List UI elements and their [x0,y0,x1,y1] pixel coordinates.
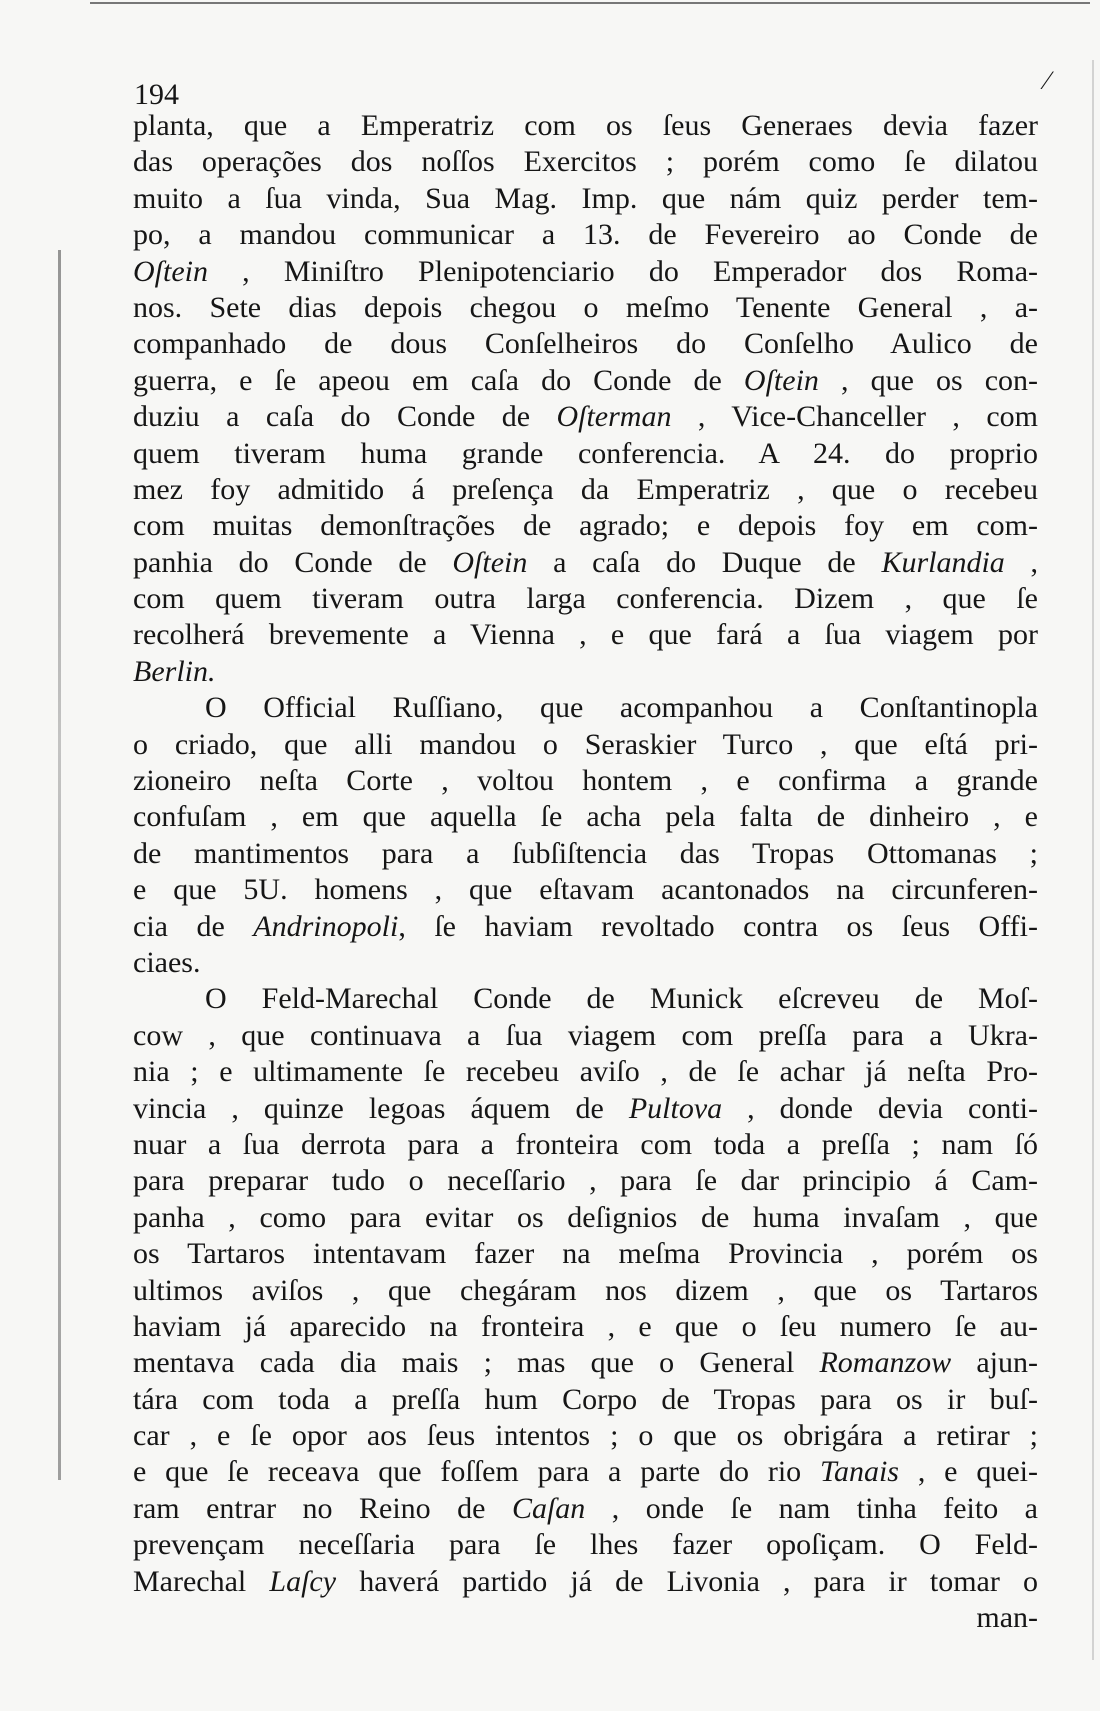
text-segment: po, a mandou communicar a 13. de Fevereiro ao Conde de [133,218,1038,252]
catchword: man- [976,1601,1038,1635]
text-line [133,872,1038,908]
text-segment: planta, que a Emperatriz com os ſeus Generaes devia fazer [133,109,1038,142]
text-line [133,108,1038,144]
italic-name: Tanais [820,1455,899,1489]
text-line [133,799,1038,835]
text-segment: ultimos aviſos , que chegáram nos dizem , que os Tartaros [133,1273,1038,1307]
text-line [133,1273,1038,1309]
corner-mark: ⁄ [1045,66,1050,95]
text-line [133,945,1038,981]
text-segment: , donde devia conti- [722,1091,1038,1125]
page-number: 194 [134,78,179,111]
text-segment: , onde ſe nam tinha feito a [585,1491,1038,1525]
text-segment: nos. Sete dias depois chegou o meſmo Tenente General , a- [133,290,1038,324]
text-segment: com quem tiveram outra larga conferencia. Dizem , que ſe [133,582,1038,616]
text-line [133,1200,1038,1236]
text-line [133,1018,1038,1054]
text-segment: tára com toda a preſſa hum Corpo de Tropas para os ir buſ- [133,1382,1038,1416]
text-segment: companhado de dous Conſelheiros do Conſelho Aulico de [133,327,1038,361]
text-line [133,1163,1038,1199]
text-segment: os Tartaros intentavam fazer na meſma Provincia , porém os [133,1237,1038,1271]
text-segment: ram entrar no Reino de [133,1491,512,1525]
text-line [133,1454,1038,1490]
text-segment: , e quei- [898,1455,1038,1489]
text-line [133,654,1038,690]
text-segment: para preparar tudo o neceſſario , para ſe dar principio á Cam- [133,1164,1038,1198]
italic-name: Oſterman [556,400,672,434]
text-segment: quem tiveram huma grande conferencia. A 24. do proprio [133,436,1038,470]
text-line [133,1236,1038,1272]
text-segment: nia ; e ultimamente ſe recebeu aviſo , de ſe achar já neſta Pro- [133,1055,1038,1089]
text-line [133,1527,1038,1563]
text-segment: ajun- [951,1346,1038,1380]
text-segment: prevençam neceſſaria para ſe lhes fazer opoſiçam. O Feld- [133,1528,1038,1562]
text-line [133,1127,1038,1163]
text-line [133,508,1038,544]
text-segment: vincia , quinze legoas áquem de [133,1091,629,1125]
text-segment: haverá partido já de Livonia , para ir tomar o [336,1564,1038,1598]
text-line [133,217,1038,253]
text-line [133,617,1038,653]
text-segment: com muitas demonſtrações de agrado; e depois foy em com- [133,509,1038,543]
text-line [133,1564,1038,1600]
text-segment: muito a ſua vinda, Sua Mag. Imp. que nám quiz perder tem- [133,181,1038,215]
text-line [133,1345,1038,1381]
text-line [133,1091,1038,1127]
text-segment: mez foy admitido á preſença da Emperatriz , que o recebeu [133,472,1038,506]
italic-name: Pultova [628,1091,723,1125]
text-line [133,836,1038,872]
italic-name: Kurlandia [881,545,1005,579]
text-segment: panhia do Conde de [133,545,453,579]
scan-top-edge [90,2,1090,4]
italic-name: Berlin. [133,654,216,688]
italic-name: Oſtein [743,363,819,397]
text-line [133,181,1038,217]
scan-right-edge [1092,60,1094,1660]
text-line [133,1382,1038,1418]
text-line [133,254,1038,290]
text-segment: O Feld-Marechal Conde de Munick eſcreveu de Moſ- [205,982,1038,1016]
text-segment: haviam já aparecido na fronteira , e que o ſeu numero ſe au- [133,1309,1038,1343]
text-segment: cia de [133,909,254,943]
text-line [133,690,1038,726]
text-segment: de mantimentos para a ſubſiſtencia das Tropas Ottomanas ; [133,836,1038,870]
text-line [133,290,1038,326]
text-line [133,326,1038,362]
text-segment: ciaes. [133,945,201,979]
text-segment: mentava cada dia mais ; mas que o General [133,1346,820,1380]
text-line [133,1418,1038,1454]
text-segment: o criado, que alli mandou o Seraskier Turco , que eſtá pri- [133,727,1038,761]
text-line [133,436,1038,472]
italic-name: Oſtein [133,254,208,288]
text-segment: recolherá brevemente a Vienna , e que fará a ſua viagem por [133,618,1038,652]
italic-name: Oſtein [452,545,528,579]
italic-name: Andrinopoli [253,909,399,943]
text-segment: guerra, e ſe apeou em caſa do Conde de [133,363,744,397]
text-segment: das operações dos noſſos Exercitos ; porém como ſe dilatou [133,145,1038,179]
text-segment: , que os con- [818,363,1039,397]
text-line [133,363,1038,399]
text-line [133,981,1038,1017]
text-segment: Marechal [133,1564,270,1598]
text-segment: , Vice-Chanceller , com [671,400,1039,434]
text-segment: duziu a caſa do Conde de [133,400,557,434]
text-segment: O Official Ruſſiano, que acompanhou a Conſtantinopla [205,691,1038,725]
text-line [133,1054,1038,1090]
text-segment: car , e ſe opor aos ſeus intentos ; o que os obrigára a retirar ; [133,1419,1038,1453]
text-segment: e que 5U. homens , que eſtavam acantonados na circunferen- [133,873,1038,907]
text-line [133,399,1038,435]
text-segment: confuſam , em que aquella ſe acha pela falta de dinheiro , e [133,800,1038,834]
text-line [133,144,1038,180]
text-segment: , Miniſtro Plenipotenciario do Emperador dos Roma- [208,254,1038,288]
text-line [133,581,1038,617]
body-text [133,108,1038,1636]
binding-shadow [58,250,61,1480]
text-line [133,472,1038,508]
text-line [133,763,1038,799]
italic-name: Romanzow [819,1346,952,1380]
text-line [133,727,1038,763]
text-line [133,545,1038,581]
text-segment: nuar a ſua derrota para a fronteira com toda a preſſa ; nam ſó [133,1127,1038,1161]
italic-name: Laſcy [269,1564,337,1598]
text-line [133,1309,1038,1345]
text-line [133,1491,1038,1527]
text-line [133,909,1038,945]
text-segment: e que ſe receava que foſſem para a parte do rio [133,1455,821,1489]
text-segment: panha , como para evitar os deſignios de huma invaſam , que [133,1200,1038,1234]
text-segment: cow , que continuava a ſua viagem com preſſa para a Ukra- [133,1018,1038,1052]
italic-name: Caſan [511,1491,586,1525]
text-segment: , [1004,545,1039,579]
text-segment: , ſe haviam revoltado contra os ſeus Offi- [398,909,1038,943]
text-segment: zioneiro neſta Corte , voltou hontem , e confirma a grande [133,764,1038,798]
text-segment: a caſa do Duque de [527,545,882,579]
